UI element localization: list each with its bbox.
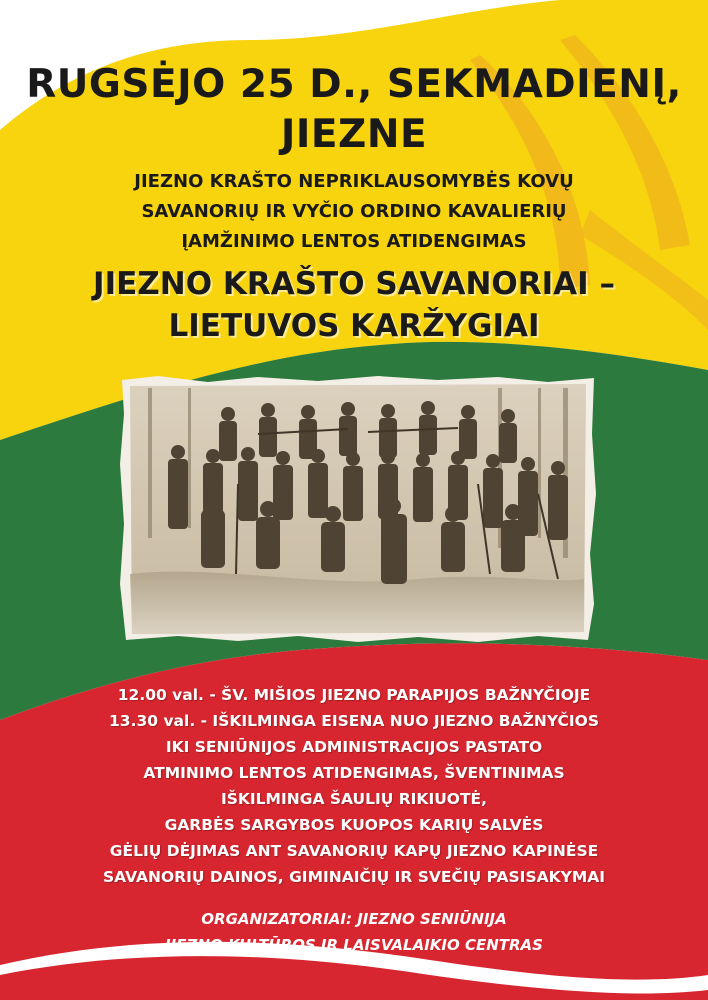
event-line: ĮAMŽINIMO LENTOS ATIDENGIMAS <box>181 231 527 252</box>
schedule-line: 13.30 val. - IŠKILMINGA EISENA NUO JIEZNO BAŽNYČIOS <box>109 712 599 730</box>
schedule-line: GARBĖS SARGYBOS KUOPOS KARIŲ SALVĖS <box>164 816 544 834</box>
slogan-line: LIETUVOS KARŽYGIAI <box>168 308 540 344</box>
organizers <box>0 906 708 958</box>
schedule-line: SAVANORIŲ DAINOS, GIMINAIČIŲ IR SVEČIŲ PASISAKYMAI <box>102 868 606 886</box>
schedule-line: IŠKILMINGA ŠAULIŲ RIKIUOTĖ, <box>220 790 488 808</box>
organizers-line: ORGANIZATORIAI: JIEZNO SENIŪNIJA <box>201 910 507 928</box>
schedule <box>0 682 708 890</box>
schedule-line: GĖLIŲ DĖJIMAS ANT SAVANORIŲ KAPŲ JIEZNO KAPINĖSE <box>109 842 599 860</box>
date-title <box>0 60 708 160</box>
slogan-title <box>0 263 708 347</box>
volunteers-group-photo <box>118 374 598 644</box>
event-line: SAVANORIŲ IR VYČIO ORDINO KAVALIERIŲ <box>141 201 567 222</box>
schedule-line: 12.00 val. - ŠV. MIŠIOS JIEZNO PARAPIJOS BAŽNYČIOJE <box>117 686 591 704</box>
slogan-line: JIEZNO KRAŠTO SAVANORIAI – <box>93 266 615 302</box>
schedule-line: IKI SENIŪNIJOS ADMINISTRACIJOS PASTATO <box>165 738 543 756</box>
schedule-line: ATMINIMO LENTOS ATIDENGIMAS, ŠVENTINIMAS <box>143 764 565 782</box>
organizers-line: JIEZNO KULTŪROS IR LAISVALAIKIO CENTRAS <box>165 936 543 954</box>
event-line: JIEZNO KRAŠTO NEPRIKLAUSOMYBĖS KOVŲ <box>134 171 574 192</box>
event-description <box>0 167 708 257</box>
date-line: RUGSĖJO 25 D., SEKMADIENĮ, <box>26 62 682 107</box>
location-line: JIEZNE <box>280 112 428 157</box>
